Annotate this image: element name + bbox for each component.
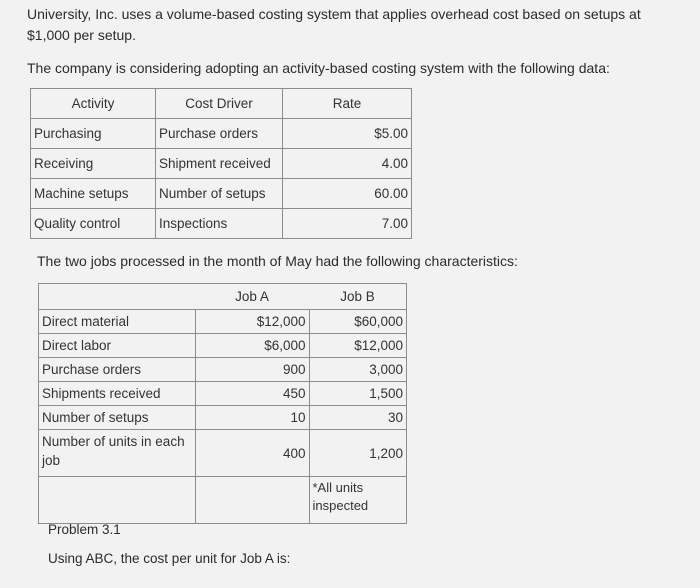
job-a-cell: 450 [195,382,309,406]
table-header-row [31,89,412,119]
problem-label: Problem 3.1 [48,522,121,537]
header-activity: Activity [31,89,156,119]
job-a-cell [195,477,309,524]
job-a-cell: $12,000 [195,310,309,334]
item-cell: Direct labor [39,334,196,358]
item-cell: Shipments received [39,382,196,406]
job-b-cell: 1,500 [309,382,407,406]
table-row [39,358,407,382]
inspection-note: *All units inspected [309,477,407,524]
job-b-cell: 3,000 [309,358,407,382]
intro-jobs: The two jobs processed in the month of May had the following characteristics: [37,253,518,269]
job-b-cell: $12,000 [309,334,407,358]
item-cell: Direct material [39,310,196,334]
job-b-cell: $60,000 [309,310,407,334]
header-job-b: Job B [309,284,407,310]
item-cell: Purchase orders [39,358,196,382]
rate-cell: 7.00 [283,209,412,239]
item-cell: Number of setups [39,406,196,430]
table-row [39,477,407,524]
rate-cell: $5.00 [283,119,412,149]
table-row [39,430,407,477]
activity-cell: Machine setups [31,179,156,209]
intro-abc: The company is considering adopting an activity-based costing system with the following data: [27,60,610,76]
job-characteristics-table [38,283,407,524]
intro-line-1: University, Inc. uses a volume-based costing system that applies overhead cost based on setups at [27,6,641,22]
item-cell [39,477,196,524]
activity-cell: Purchasing [31,119,156,149]
question-text: Using ABC, the cost per unit for Job A is: [48,551,291,566]
header-job-a: Job A [195,284,309,310]
table-header-row [39,284,407,310]
header-blank [39,284,196,310]
table-row [39,334,407,358]
table-row [31,119,412,149]
job-b-cell: 30 [309,406,407,430]
table-row [31,179,412,209]
header-cost-driver: Cost Driver [156,89,283,119]
activity-cell: Quality control [31,209,156,239]
activity-cell: Receiving [31,149,156,179]
driver-cell: Purchase orders [156,119,283,149]
intro-line-2: $1,000 per setup. [27,27,136,43]
rate-cell: 4.00 [283,149,412,179]
job-a-cell: 10 [195,406,309,430]
driver-cell: Inspections [156,209,283,239]
activity-rate-table [30,88,412,239]
rate-cell: 60.00 [283,179,412,209]
driver-cell: Number of setups [156,179,283,209]
job-b-cell: 1,200 [309,430,407,477]
table-row [31,209,412,239]
table-row [39,406,407,430]
table-row [39,310,407,334]
table-row [39,382,407,406]
table-row [31,149,412,179]
job-a-cell: 400 [195,430,309,477]
job-a-cell: 900 [195,358,309,382]
job-a-cell: $6,000 [195,334,309,358]
driver-cell: Shipment received [156,149,283,179]
header-rate: Rate [283,89,412,119]
item-cell: Number of units in each job [39,430,196,477]
